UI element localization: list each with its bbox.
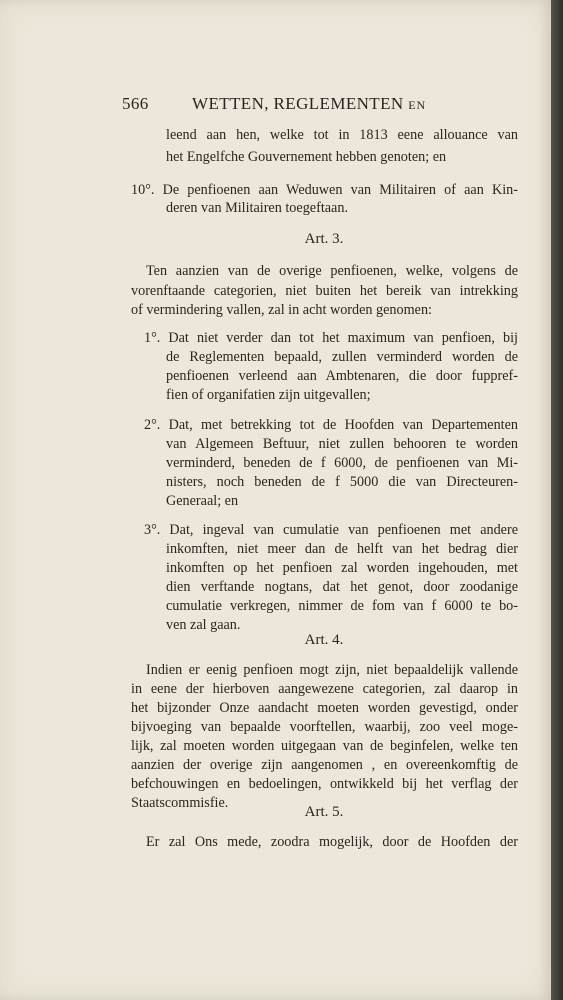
text-line: Er zal Ons mede, zoodra mogelijk, door de Hoofden der bbox=[146, 834, 518, 850]
text-line: de Reglementen bepaald, zullen verminderd worden de bbox=[166, 349, 518, 365]
text-line: 3°. Dat, ingeval van cumulatie van penfioenen met andere bbox=[144, 522, 518, 538]
text-line: Indien er eenig penfioen mogt zijn, niet bepaaldelijk vallende bbox=[146, 662, 518, 678]
text-line: fien of organifatien zijn uitgevallen; bbox=[166, 387, 371, 403]
text-line: Ten aanzien van de overige penfioenen, welke, volgens de bbox=[146, 263, 518, 279]
text-line: penfioenen verleend aan Ambtenaren, die door fuppref- bbox=[166, 368, 518, 384]
text-line: aanzien der overige zijn aangenomen , en overeenkomftig de bbox=[131, 757, 518, 773]
text-line: lijk, zal moeten worden uitgegaan van de beginfelen, welke ten bbox=[131, 738, 518, 754]
text-line: 1°. Dat niet verder dan tot het maximum van penfioen, bij bbox=[144, 330, 518, 346]
text-line: van Algemeen Beftuur, niet zullen behooren te worden bbox=[166, 436, 518, 452]
page-number: 566 bbox=[122, 94, 149, 113]
header-title-suffix: EN bbox=[408, 98, 427, 112]
text-line: inkomften op het penfioen zal worden ingehouden, met bbox=[166, 560, 518, 576]
article-heading: Art. 3. bbox=[304, 231, 344, 247]
text-line: vorenftaande categorien, niet buiten het bereik van intrekking bbox=[131, 283, 518, 299]
header-title: WETTEN, REGLEMENTEN bbox=[192, 94, 404, 113]
text-line: deren van Militairen toegeftaan. bbox=[166, 200, 348, 216]
text-line: dien verftande nogtans, dat het genot, door zoodanige bbox=[166, 579, 518, 595]
text-line: Staatscommisfie. bbox=[131, 795, 229, 811]
page-edge bbox=[551, 0, 563, 1000]
text-line: in eene der hierboven aangewezene categorien, zal daarop in bbox=[131, 681, 518, 697]
text-line: verminderd, beneden de f 6000, de penfioenen van Mi- bbox=[166, 455, 518, 471]
running-header bbox=[122, 94, 452, 114]
text-line: 10°. De penfioenen aan Weduwen van Militairen of aan Kin- bbox=[131, 182, 518, 198]
text-line: befchouwingen en bedoelingen, ontwikkeld bij het verflag der bbox=[131, 776, 518, 792]
article-heading: Art. 4. bbox=[304, 632, 344, 648]
text-line: ven zal gaan. bbox=[166, 617, 241, 633]
text-line: 2°. Dat, met betrekking tot de Hoofden van Departementen bbox=[144, 417, 518, 433]
text-line: of vermindering vallen, zal in acht worden genomen: bbox=[131, 302, 432, 318]
text-line: leend aan hen, welke tot in 1813 eene allouance van bbox=[166, 127, 518, 143]
text-line: inkomften, niet meer dan de helft van het bedrag dier bbox=[166, 541, 518, 557]
text-line: het bijzonder Onze aandacht moeten worden gevestigd, onder bbox=[131, 700, 518, 716]
text-line: cumulatie verkregen, nimmer de fom van f 6000 te bo- bbox=[166, 598, 518, 614]
article-heading: Art. 5. bbox=[304, 804, 344, 820]
text-line: nisters, noch beneden de f 5000 die van Directeuren- bbox=[166, 474, 518, 490]
text-line: Generaal; en bbox=[166, 493, 239, 509]
text-line: het Engelfche Gouvernement hebben genoten; en bbox=[166, 149, 447, 165]
text-line: bijvoeging van bepaalde voorftellen, waarbij, zoo veel moge- bbox=[131, 719, 518, 735]
